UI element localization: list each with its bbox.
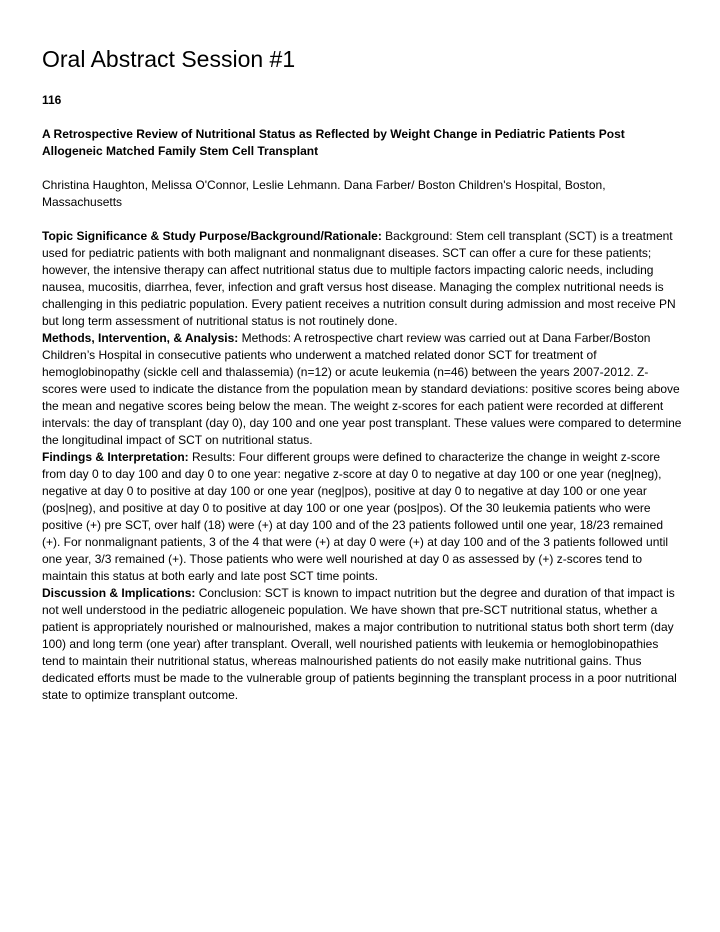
- section-text: Background: Stem cell transplant (SCT) is a treatment used for pediatric patients with both malignant and nonmalignant diseases. SCT can offer a cure for these patients; however, the intensive therapy can affect nutritional status due to multiple factors impacting caloric needs, including nausea, mucositis, diarrhea, fever, infection and graft versus host disease. Managing the complex nutritional needs is challenging in this pediatric population. Every patient receives a nutrition consult during admission and most receive PN but long term assessment of nutritional status is not routinely done.: [42, 229, 676, 328]
- session-title: Oral Abstract Session #1: [42, 46, 296, 72]
- section-label: Discussion & Implications:: [42, 586, 196, 600]
- authors-affiliation: Christina Haughton, Melissa O'Connor, Leslie Lehmann. Dana Farber/ Boston Children's Hospital, Boston, Massachusetts: [42, 178, 606, 209]
- section-text: Results: Four different groups were defined to characterize the change in weight z-score from day 0 to day 100 and day 0 to one year: negative z-score at day 0 to negative at day 100 or one year (neg|neg), negative at day 0 to positive at day 100 or one year (neg|pos), positive at day 0 to negative at day 100 or one year (pos|neg), and positive at day 0 to positive at day 100 or one year (pos|pos). Of the 30 leukemia patients who were positive (+) pre SCT, over half (18) were (+) at day 100 and of the 23 patients followed until one year, 18/23 remained (+). For nonmalignant patients, 3 of the 4 that were (+) at day 0 were (+) at day 100 and of the 3 patients followed until one year, 3/3 remained (+). Those patients who were well nourished at day 0 as assessed by (+) z-scores tend to maintain this status at both early and late post SCT time points.: [42, 450, 669, 583]
- abstract-title: A Retrospective Review of Nutritional Status as Reflected by Weight Change in Pediatric Patients Post Allogeneic Matched Family Stem Cell Transplant: [42, 127, 625, 158]
- section-text: Conclusion: SCT is known to impact nutrition but the degree and duration of that impact is not well understood in the pediatric allogeneic population. We have shown that pre-SCT nutritional status, whether a patient is appropriately nourished or malnourished, makes a major contribution to nutritional status both short term (day 100) and long term (one year) after transplant. Overall, well nourished patients with leukemia or hemoglobinopathies tend to maintain their nutritional status, whereas malnourished patients do not easily make nutritional gains. Thus dedicated efforts must be made to the vulnerable group of patients beginning the transplant process in a poor nutritional state to optimize transplant outcome.: [42, 586, 677, 702]
- section-text: Methods: A retrospective chart review was carried out at Dana Farber/Boston Children’s Hospital in consecutive patients who underwent a matched related donor SCT for treatment of hemoglobinopathy (sickle cell and thalassemia) (n=12) or acute leukemia (n=46) between the years 2007-2012. Z-scores were used to indicate the distance from the population mean by standard deviations: positive scores being above the mean and negative scores being below the mean. The weight z-scores for each patient were recorded at different intervals: the day of transplant (day 0), day 100 and one year post transplant. These values were compared to determine the longitudinal impact of SCT on nutritional status.: [42, 331, 682, 447]
- section-findings: [42, 449, 682, 585]
- document-page: [42, 44, 682, 704]
- section-methods: [42, 330, 682, 449]
- section-label: Findings & Interpretation:: [42, 450, 189, 464]
- abstract-number: 116: [42, 93, 62, 107]
- section-discussion: [42, 585, 682, 704]
- section-background: [42, 228, 682, 330]
- section-label: Topic Significance & Study Purpose/Background/Rationale:: [42, 229, 382, 243]
- section-label: Methods, Intervention, & Analysis:: [42, 331, 239, 345]
